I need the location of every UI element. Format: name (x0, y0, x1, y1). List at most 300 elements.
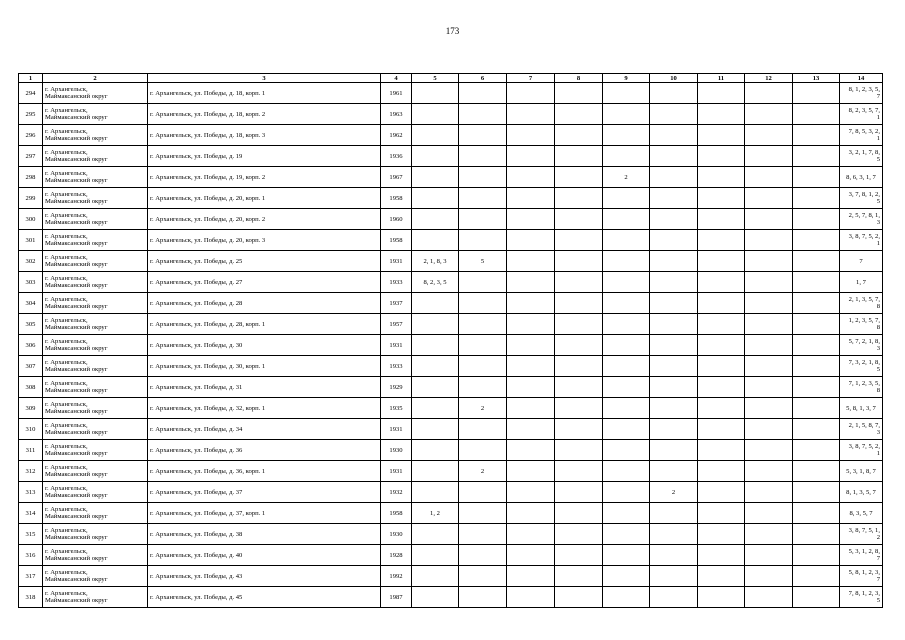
row-number-cell: 299 (19, 188, 43, 209)
col7-cell (507, 83, 555, 104)
row-number-cell: 300 (19, 209, 43, 230)
year-cell: 1958 (381, 503, 412, 524)
district-cell (43, 125, 148, 146)
col5-cell: 1, 2 (412, 503, 459, 524)
table-row (19, 272, 883, 293)
col12-cell (745, 146, 793, 167)
col7-cell (507, 272, 555, 293)
col9-cell (603, 377, 650, 398)
col13-cell (793, 440, 840, 461)
address-cell: г. Архангельск, ул. Победы, д. 34 (148, 419, 381, 440)
col6-cell (459, 356, 507, 377)
district-cell (43, 566, 148, 587)
district-city-text: г. Архангельск, (45, 317, 88, 324)
col14-cell (840, 587, 883, 608)
col14-cell (840, 272, 883, 293)
col10-cell (650, 209, 698, 230)
col6-cell (459, 104, 507, 125)
col11-cell (698, 188, 745, 209)
col14-line1: 1, 7 (856, 278, 866, 286)
district-cell (43, 188, 148, 209)
district-cell (43, 461, 148, 482)
col12-cell (745, 356, 793, 377)
col14-line1: 3, 8, 7, 5, 1, (848, 527, 880, 534)
col9-cell (603, 524, 650, 545)
col10-cell (650, 293, 698, 314)
col5-cell (412, 356, 459, 377)
col14-line1: 8, 1, 3, 5, 7 (846, 488, 876, 496)
row-number-cell: 309 (19, 398, 43, 419)
col14-line1: 8, 1, 2, 3, 5, (848, 86, 880, 93)
col7-cell (507, 503, 555, 524)
col12-cell (745, 482, 793, 503)
column-header: 13 (793, 74, 840, 83)
district-name-text: Маймаксанский округ (45, 240, 108, 247)
col11-cell (698, 545, 745, 566)
district-name-text: Маймаксанский округ (45, 597, 108, 604)
district-city-text: г. Архангельск, (45, 590, 88, 597)
district-city-text: г. Архангельск, (45, 107, 88, 114)
col8-cell (555, 125, 603, 146)
col6-cell (459, 419, 507, 440)
col14-cell (840, 188, 883, 209)
col14-cell (840, 482, 883, 503)
col14-cell (840, 167, 883, 188)
column-header: 8 (555, 74, 603, 83)
col14-cell (840, 545, 883, 566)
district-city-text: г. Архангельск, (45, 254, 88, 261)
col14-line2: 5 (876, 597, 880, 604)
col12-cell (745, 461, 793, 482)
col8-cell (555, 524, 603, 545)
col8-cell (555, 440, 603, 461)
col8-cell (555, 83, 603, 104)
row-number-cell: 295 (19, 104, 43, 125)
col7-cell (507, 440, 555, 461)
district-city-text: г. Архангельск, (45, 191, 88, 198)
col11-cell (698, 377, 745, 398)
col5-cell (412, 419, 459, 440)
col6-cell (459, 335, 507, 356)
col12-cell (745, 377, 793, 398)
address-cell: г. Архангельск, ул. Победы, д. 19, корп. 2 (148, 167, 381, 188)
col5-cell: 8, 2, 3, 5 (412, 272, 459, 293)
district-city-text: г. Архангельск, (45, 485, 88, 492)
table-row (19, 461, 883, 482)
district-cell (43, 482, 148, 503)
col11-cell (698, 482, 745, 503)
district-city-text: г. Архангельск, (45, 212, 88, 219)
col13-cell (793, 335, 840, 356)
col14-cell (840, 230, 883, 251)
year-cell: 1933 (381, 356, 412, 377)
building-register-table (18, 73, 883, 608)
col7-cell (507, 419, 555, 440)
col14-line2: 1 (876, 135, 880, 142)
col5-cell (412, 545, 459, 566)
col9-cell (603, 566, 650, 587)
col13-cell (793, 104, 840, 125)
col14-cell (840, 566, 883, 587)
row-number-cell: 294 (19, 83, 43, 104)
col10-cell (650, 440, 698, 461)
row-number-cell: 304 (19, 293, 43, 314)
col5-cell (412, 146, 459, 167)
district-city-text: г. Архангельск, (45, 128, 88, 135)
col13-cell (793, 503, 840, 524)
page-number: 173 (445, 26, 460, 36)
col6-cell: 2 (459, 461, 507, 482)
col11-cell (698, 440, 745, 461)
col13-cell (793, 209, 840, 230)
col5-cell (412, 230, 459, 251)
column-header: 14 (840, 74, 883, 83)
table-row (19, 503, 883, 524)
col11-cell (698, 272, 745, 293)
col7-cell (507, 251, 555, 272)
year-cell: 1928 (381, 545, 412, 566)
row-number-cell: 296 (19, 125, 43, 146)
table-row (19, 566, 883, 587)
col14-cell (840, 461, 883, 482)
year-cell: 1963 (381, 104, 412, 125)
col6-cell (459, 503, 507, 524)
col10-cell (650, 314, 698, 335)
address-cell: г. Архангельск, ул. Победы, д. 32, корп. 1 (148, 398, 381, 419)
col11-cell (698, 125, 745, 146)
table-body (19, 83, 883, 608)
district-city-text: г. Архангельск, (45, 527, 88, 534)
col9-cell (603, 125, 650, 146)
year-cell: 1931 (381, 419, 412, 440)
district-name-text: Маймаксанский округ (45, 429, 108, 436)
col12-cell (745, 398, 793, 419)
col13-cell (793, 545, 840, 566)
col6-cell (459, 482, 507, 503)
district-city-text: г. Архангельск, (45, 422, 88, 429)
district-city-text: г. Архангельск, (45, 464, 88, 471)
col12-cell (745, 251, 793, 272)
district-cell (43, 440, 148, 461)
col12-cell (745, 230, 793, 251)
col14-cell (840, 125, 883, 146)
year-cell: 1960 (381, 209, 412, 230)
row-number-cell: 298 (19, 167, 43, 188)
col8-cell (555, 398, 603, 419)
col14-line1: 2, 5, 7, 8, 1, (848, 212, 880, 219)
col14-cell (840, 83, 883, 104)
col14-cell (840, 251, 883, 272)
col7-cell (507, 587, 555, 608)
col14-line1: 7, 1, 2, 3, 5, (848, 380, 880, 387)
table-row (19, 167, 883, 188)
row-number-cell: 311 (19, 440, 43, 461)
column-header: 2 (43, 74, 148, 83)
table-row (19, 587, 883, 608)
col14-cell (840, 356, 883, 377)
district-city-text: г. Архангельск, (45, 275, 88, 282)
district-cell (43, 314, 148, 335)
column-header: 4 (381, 74, 412, 83)
col12-cell (745, 188, 793, 209)
address-cell: г. Архангельск, ул. Победы, д. 31 (148, 377, 381, 398)
col7-cell (507, 125, 555, 146)
district-city-text: г. Архангельск, (45, 401, 88, 408)
col13-cell (793, 146, 840, 167)
col5-cell (412, 398, 459, 419)
col11-cell (698, 566, 745, 587)
table-row (19, 419, 883, 440)
col10-cell (650, 377, 698, 398)
district-cell (43, 251, 148, 272)
col9-cell (603, 104, 650, 125)
table-row (19, 335, 883, 356)
col5-cell (412, 188, 459, 209)
col12-cell (745, 125, 793, 146)
district-cell (43, 503, 148, 524)
col7-cell (507, 314, 555, 335)
col8-cell (555, 230, 603, 251)
col8-cell (555, 251, 603, 272)
col7-cell (507, 461, 555, 482)
year-cell: 1992 (381, 566, 412, 587)
col6-cell (459, 566, 507, 587)
col8-cell (555, 419, 603, 440)
district-city-text: г. Архангельск, (45, 296, 88, 303)
col9-cell (603, 440, 650, 461)
district-name-text: Маймаксанский округ (45, 345, 108, 352)
col14-line2: 8 (876, 387, 880, 394)
district-cell (43, 524, 148, 545)
col10-cell (650, 419, 698, 440)
district-cell (43, 293, 148, 314)
col6-cell (459, 440, 507, 461)
col14-line1: 8, 6, 3, 1, 7 (846, 173, 876, 181)
col14-line1: 3, 2, 1, 7, 8, (848, 149, 880, 156)
district-name-text: Маймаксанский округ (45, 366, 108, 373)
column-header: 9 (603, 74, 650, 83)
col9-cell (603, 188, 650, 209)
col12-cell (745, 524, 793, 545)
col9-cell (603, 482, 650, 503)
year-cell: 1958 (381, 188, 412, 209)
col6-cell (459, 587, 507, 608)
district-cell (43, 587, 148, 608)
address-cell: г. Архангельск, ул. Победы, д. 19 (148, 146, 381, 167)
col14-line2: 5 (876, 366, 880, 373)
row-number-cell: 312 (19, 461, 43, 482)
col14-cell (840, 146, 883, 167)
col5-cell (412, 209, 459, 230)
col14-line1: 2, 1, 3, 5, 7, (848, 296, 880, 303)
col10-cell (650, 566, 698, 587)
col9-cell (603, 146, 650, 167)
address-cell: г. Архангельск, ул. Победы, д. 36 (148, 440, 381, 461)
table-row (19, 398, 883, 419)
district-name-text: Маймаксанский округ (45, 555, 108, 562)
col10-cell (650, 188, 698, 209)
col8-cell (555, 566, 603, 587)
col6-cell (459, 314, 507, 335)
col8-cell (555, 503, 603, 524)
district-name-text: Маймаксанский округ (45, 198, 108, 205)
col8-cell (555, 377, 603, 398)
row-number-cell: 314 (19, 503, 43, 524)
col8-cell (555, 188, 603, 209)
year-cell: 1931 (381, 461, 412, 482)
col9-cell (603, 398, 650, 419)
district-cell (43, 398, 148, 419)
column-header: 12 (745, 74, 793, 83)
column-header: 3 (148, 74, 381, 83)
col14-cell (840, 503, 883, 524)
row-number-cell: 305 (19, 314, 43, 335)
district-name-text: Маймаксанский округ (45, 450, 108, 457)
row-number-cell: 313 (19, 482, 43, 503)
address-cell: г. Архангельск, ул. Победы, д. 27 (148, 272, 381, 293)
col9-cell (603, 251, 650, 272)
col14-line1: 7 (859, 257, 863, 265)
address-cell: г. Архангельск, ул. Победы, д. 45 (148, 587, 381, 608)
col13-cell (793, 272, 840, 293)
col14-line1: 5, 7, 2, 1, 8, (848, 338, 880, 345)
col12-cell (745, 566, 793, 587)
col13-cell (793, 461, 840, 482)
col5-cell (412, 440, 459, 461)
row-number-cell: 317 (19, 566, 43, 587)
address-cell: г. Архангельск, ул. Победы, д. 37, корп. 1 (148, 503, 381, 524)
col9-cell (603, 419, 650, 440)
table-row (19, 293, 883, 314)
district-name-text: Маймаксанский округ (45, 261, 108, 268)
col11-cell (698, 356, 745, 377)
district-cell (43, 167, 148, 188)
col10-cell (650, 398, 698, 419)
col14-line2: 7 (876, 576, 880, 583)
col6-cell (459, 209, 507, 230)
address-cell: г. Архангельск, ул. Победы, д. 20, корп. 3 (148, 230, 381, 251)
col14-line2: 3 (876, 429, 880, 436)
col5-cell (412, 167, 459, 188)
col13-cell (793, 398, 840, 419)
col6-cell (459, 146, 507, 167)
col14-line1: 8, 3, 5, 7 (849, 509, 873, 517)
district-name-text: Маймаксанский округ (45, 219, 108, 226)
col9-cell (603, 83, 650, 104)
col14-cell (840, 377, 883, 398)
column-header: 1 (19, 74, 43, 83)
header-row (19, 74, 883, 83)
col13-cell (793, 230, 840, 251)
district-name-text: Маймаксанский округ (45, 324, 108, 331)
col9-cell (603, 461, 650, 482)
district-cell (43, 356, 148, 377)
district-name-text: Маймаксанский округ (45, 534, 108, 541)
col13-cell (793, 356, 840, 377)
col8-cell (555, 461, 603, 482)
row-number-cell: 316 (19, 545, 43, 566)
col5-cell (412, 83, 459, 104)
year-cell: 1936 (381, 146, 412, 167)
col13-cell (793, 314, 840, 335)
col13-cell (793, 125, 840, 146)
district-name-text: Маймаксанский округ (45, 387, 108, 394)
col13-cell (793, 482, 840, 503)
col9-cell (603, 272, 650, 293)
col11-cell (698, 419, 745, 440)
col12-cell (745, 293, 793, 314)
col8-cell (555, 104, 603, 125)
col10-cell (650, 272, 698, 293)
row-number-cell: 297 (19, 146, 43, 167)
address-cell: г. Архангельск, ул. Победы, д. 18, корп. 2 (148, 104, 381, 125)
col6-cell (459, 545, 507, 566)
district-cell (43, 377, 148, 398)
year-cell: 1962 (381, 125, 412, 146)
col12-cell (745, 587, 793, 608)
col8-cell (555, 209, 603, 230)
col8-cell (555, 482, 603, 503)
col14-line2: 5 (876, 156, 880, 163)
col14-line1: 5, 3, 1, 2, 8, (848, 548, 880, 555)
column-header: 11 (698, 74, 745, 83)
year-cell: 1967 (381, 167, 412, 188)
district-cell (43, 419, 148, 440)
year-cell: 1957 (381, 314, 412, 335)
address-cell: г. Архангельск, ул. Победы, д. 20, корп. 2 (148, 209, 381, 230)
col5-cell (412, 524, 459, 545)
year-cell: 1987 (381, 587, 412, 608)
col14-line2: 7 (876, 93, 880, 100)
col8-cell (555, 587, 603, 608)
district-city-text: г. Архангельск, (45, 359, 88, 366)
col14-line1: 3, 7, 8, 1, 2, (848, 191, 880, 198)
district-city-text: г. Архангельск, (45, 569, 88, 576)
col14-line2: 1 (876, 114, 880, 121)
district-name-text: Маймаксанский округ (45, 576, 108, 583)
year-cell: 1937 (381, 293, 412, 314)
address-cell: г. Архангельск, ул. Победы, д. 28 (148, 293, 381, 314)
column-header: 6 (459, 74, 507, 83)
col10-cell (650, 230, 698, 251)
col10-cell (650, 545, 698, 566)
year-cell: 1931 (381, 251, 412, 272)
col14-line1: 7, 8, 5, 3, 2, (848, 128, 880, 135)
col10-cell (650, 146, 698, 167)
row-number-cell: 306 (19, 335, 43, 356)
col11-cell (698, 209, 745, 230)
col11-cell (698, 251, 745, 272)
col7-cell (507, 293, 555, 314)
col10-cell (650, 335, 698, 356)
table-row (19, 482, 883, 503)
col10-cell: 2 (650, 482, 698, 503)
row-number-cell: 301 (19, 230, 43, 251)
col7-cell (507, 545, 555, 566)
col7-cell (507, 398, 555, 419)
table-row (19, 83, 883, 104)
col9-cell (603, 293, 650, 314)
col12-cell (745, 419, 793, 440)
col14-line2: 2 (876, 534, 880, 541)
col13-cell (793, 188, 840, 209)
col11-cell (698, 293, 745, 314)
address-cell: г. Архангельск, ул. Победы, д. 28, корп. 1 (148, 314, 381, 335)
district-name-text: Маймаксанский округ (45, 492, 108, 499)
col9-cell (603, 587, 650, 608)
col13-cell (793, 251, 840, 272)
col10-cell (650, 524, 698, 545)
